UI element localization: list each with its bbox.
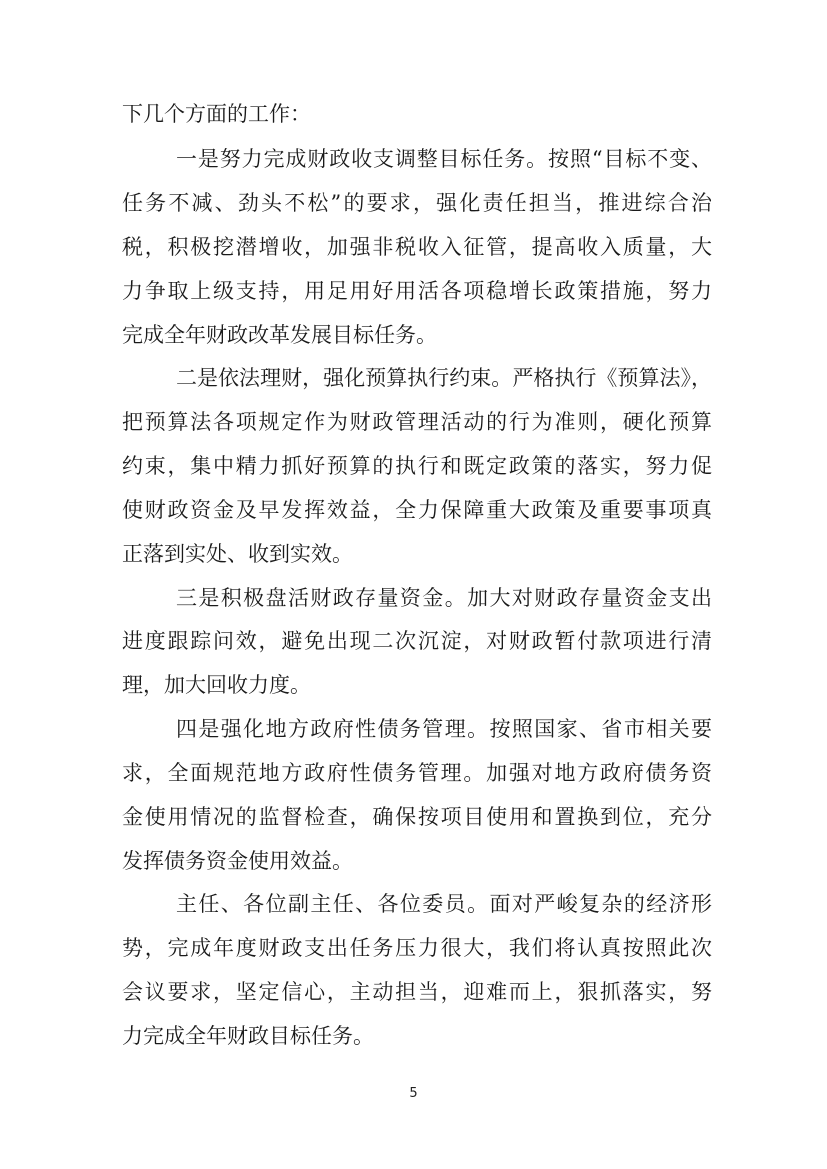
text-line: 进度跟踪问效，避免出现二次沉淀，对财政暂付款项进行清 (122, 629, 712, 653)
text-line: 理，加大回收力度。 (122, 673, 311, 697)
text-line: 力争取上级支持，用足用好用活各项稳增长政策措施，努力 (122, 279, 712, 303)
text-line: 把预算法各项规定作为财政管理活动的行为准则，硬化预算 (122, 410, 712, 434)
text-line: 势，完成年度财政支出任务压力很大，我们将认真按照此次 (122, 936, 712, 960)
text-line: 求，全面规范地方政府性债务管理。加强对地方政府债务资 (122, 761, 712, 785)
text-line: 四是强化地方政府性债务管理。按照国家、省市相关要 (176, 717, 712, 741)
text-line: 三是积极盘活财政存量资金。加大对财政存量资金支出 (176, 586, 712, 610)
text-line: 一是努力完成财政收支调整目标任务。按照“目标不变、 (176, 147, 712, 171)
text-line: 下几个方面的工作： (122, 102, 311, 126)
page-number: 5 (409, 1086, 418, 1101)
text-line: 税，积极挖潜增收，加强非税收入征管，提高收入质量，大 (122, 235, 712, 259)
text-line: 正落到实处、收到实效。 (122, 542, 353, 566)
text-line: 会议要求，坚定信心，主动担当，迎难而上，狠抓落实，努 (122, 980, 712, 1004)
text-line: 发挥债务资金使用效益。 (122, 849, 353, 873)
text-line: 约束，集中精力抓好预算的执行和既定政策的落实，努力促 (122, 454, 712, 478)
text-line: 任务不减、劲头不松”的要求，强化责任担当，推进综合治 (122, 191, 712, 215)
text-line: 主任、各位副主任、各位委员。面对严峻复杂的经济形 (176, 892, 712, 916)
text-line: 力完成全年财政目标任务。 (122, 1024, 374, 1048)
text-line: 完成全年财政改革发展目标任务。 (122, 323, 437, 347)
text-line: 二是依法理财，强化预算执行约束。严格执行《预算法》， (176, 366, 712, 390)
text-line: 金使用情况的监督检查，确保按项目使用和置换到位，充分 (122, 805, 712, 829)
text-line: 使财政资金及早发挥效益，全力保障重大政策及重要事项真 (122, 498, 712, 522)
